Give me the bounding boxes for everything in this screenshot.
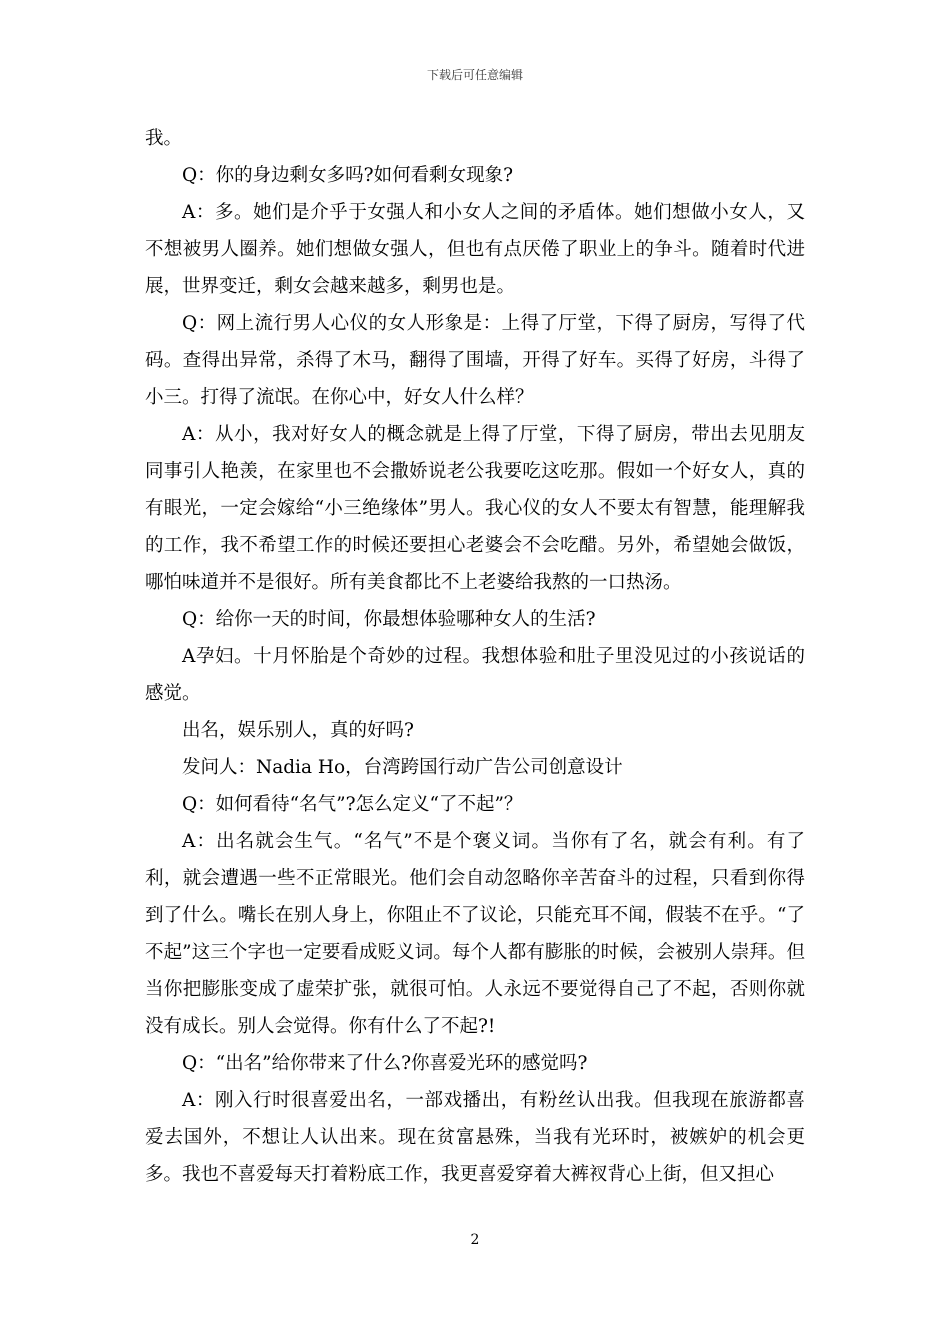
paragraph: Q：给你一天的时间，你最想体验哪种女人的生活?	[182, 609, 596, 630]
paragraph: Q：网上流行男人心仪的女人形象是：上得了厅堂，下得了厨房，写得了代码。查得出异常，杀得了木马，翻得了围墙，开得了好车。买得了好房，斗得了小三。打得了流氓。在你心中，好女人什么样？	[145, 313, 805, 408]
paragraph: A：从小，我对好女人的概念就是上得了厅堂，下得了厨房，带出去见朋友同事引人艳羡，在家里也不会撒娇说老公我要吃这吃那。假如一个好女人，真的有眼光，一定会嫁给“小三绝缘体”男人。我心仪的女人不要太有智慧，能理解我的工作，我不希望工作的时候还要担心老婆会不会吃醋。另外，希望她会做饭，哪怕味道并不是很好。所有美食都比不上老婆给我熬的一口热汤。	[145, 424, 805, 593]
questioner-line: 发问人：Nadia Ho，台湾跨国行动广告公司创意设计	[182, 757, 623, 778]
paragraph: A孕妇。十月怀胎是个奇妙的过程。我想体验和肚子里没见过的小孩说话的感觉。	[145, 646, 805, 704]
paragraph: Q：“出名”给你带来了什么?你喜爱光环的感觉吗?	[182, 1053, 588, 1074]
paragraph: A：多。她们是介乎于女强人和小女人之间的矛盾体。她们想做小女人，又不想被男人圈养。她们想做女强人，但也有点厌倦了职业上的争斗。随着时代进展，世界变迁，剩女会越来越多，剩男也是。	[145, 202, 805, 297]
page-header-note: 下载后可任意编辑	[426, 68, 523, 82]
paragraph: Q：你的身边剩女多吗?如何看剩女现象?	[182, 165, 514, 186]
page-number: 2	[470, 1232, 480, 1248]
document-body	[145, 120, 805, 1193]
paragraph: 我。	[145, 128, 183, 149]
section-heading: 出名，娱乐别人，真的好吗?	[182, 720, 414, 741]
paragraph: Q：如何看待“名气”?怎么定义“了不起”？	[182, 794, 523, 815]
paragraph: A：刚入行时很喜爱出名，一部戏播出，有粉丝认出我。但我现在旅游都喜爱去国外，不想让人认出来。现在贫富悬殊，当我有光环时，被嫉妒的机会更多。我也不喜爱每天打着粉底工作，我更喜爱穿着大裤衩背心上街，但又担心	[145, 1090, 805, 1185]
paragraph: A：出名就会生气。“名气”不是个褒义词。当你有了名，就会有利。有了利，就会遭遇一些不正常眼光。他们会自动忽略你辛苦奋斗的过程，只看到你得到了什么。嘴长在别人身上，你阻止不了议论，只能充耳不闻，假装不在乎。“了不起”这三个字也一定要看成贬义词。每个人都有膨胀的时候，会被别人崇拜。但当你把膨胀变成了虚荣扩张，就很可怕。人永远不要觉得自己了不起，否则你就没有成长。别人会觉得。你有什么了不起?!	[145, 831, 805, 1037]
